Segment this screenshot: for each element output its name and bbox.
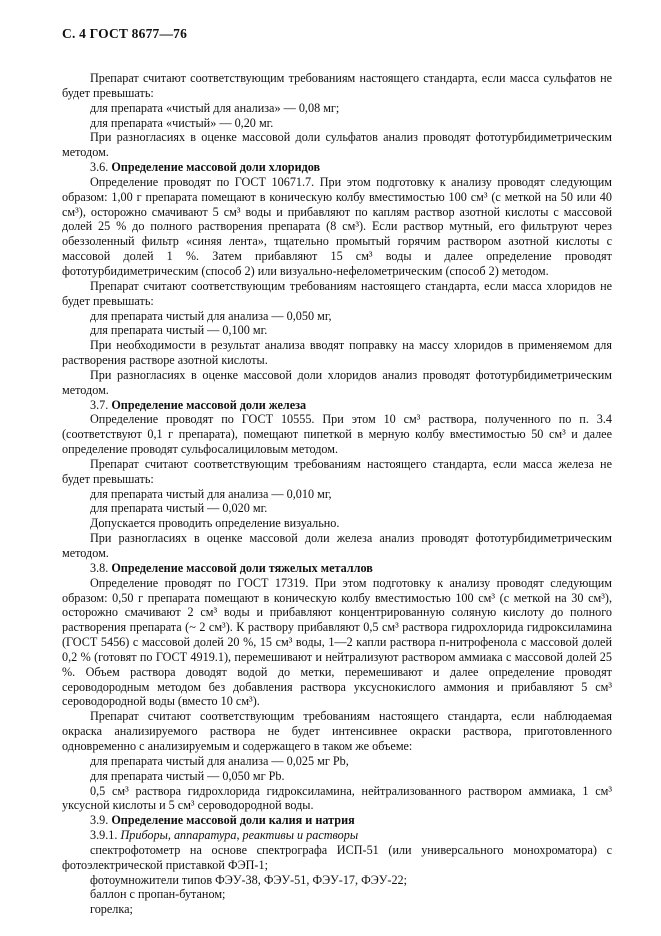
paragraph: Препарат считают соответствующим требованиям настоящего стандарта, если наблюдаемая окраска анализируемого раствора не будет интенсивнее окраски раствора, приготовленного одновременно с анализируемым и содержащего в таком же объеме: (62, 709, 612, 753)
list-line: для препарата «чистый» — 0,20 мг. (90, 115, 274, 130)
subsection-heading (62, 828, 612, 843)
document-body (62, 71, 612, 917)
paragraph: Препарат считают соответствующим требованиям настоящего стандарта, если масса железа не будет превышать: (62, 456, 612, 486)
paragraph: Препарат считают соответствующим требованиям настоящего стандарта, если масса хлоридов не будет превышать: (62, 278, 612, 308)
paragraph: Определение проводят по ГОСТ 10671.7. При этом подготовку к анализу проводят следующим образом: 1,00 г препарата помещают в коническую колбу вместимостью 100 см³ (с меткой на 50 или 40 см³), осторожно смачивают 5 см³ воды и прибавляют по каплям раствор азотной кислоты с массовой долей 25 % до полного растворения препарата (8 см³). Если раствор мутный, его фильтруют через обеззоленный фильтр «синяя лента», тщательно промытый горячим раствором азотной кислоты с массовой долей 1 %. Затем прибавляют 15 см³ воды и далее определение проводят фототурбидиметрическим (способ 2) или визуально-нефелометрическим (способ 2) методом. (62, 174, 612, 278)
paragraph: Препарат считают соответствующим требованиям настоящего стандарта, если масса сульфатов не будет превышать: (62, 71, 612, 100)
list-line: для препарата «чистый для анализа» — 0,08 мг; (90, 100, 340, 115)
section-number: 3.9.1. (90, 828, 121, 843)
list-line: для препарата чистый для анализа — 0,050 мг, (90, 308, 332, 323)
section-title: Определение массовой доли калия и натрия (111, 813, 355, 828)
list-line: для препарата чистый — 0,100 мг. (90, 323, 268, 338)
section-number: 3.9. (90, 813, 112, 828)
section-number: 3.6. (90, 160, 112, 175)
page-header: С. 4 ГОСТ 8677—76 (62, 26, 188, 41)
list-line: для препарата чистый для анализа — 0,010 мг, (90, 486, 332, 501)
section-number: 3.7. (90, 397, 112, 412)
paragraph: спектрофотометр на основе спектрографа ИСП-51 (или универсального монохроматора) с фотоэлектрической приставкой ФЭП-1; (62, 842, 612, 872)
section-title: Приборы, аппаратура, реактивы и растворы (120, 828, 359, 843)
paragraph: 0,5 см³ раствора гидрохлорида гидроксиламина, нейтрализованного раствором аммиака, 1 см³ уксусной кислоты и 5 см³ сероводородной воды. (62, 783, 612, 813)
section-heading (62, 398, 612, 413)
list-line: для препарата чистый для анализа — 0,025 мг Pb, (90, 753, 349, 768)
section-title: Определение массовой доли тяжелых металлов (111, 560, 373, 575)
section-title: Определение массовой доли железа (111, 397, 307, 412)
section-number: 3.8. (90, 560, 112, 575)
list-line: для препарата чистый — 0,020 мг. (90, 501, 268, 516)
list-line: горелка; (90, 902, 133, 917)
paragraph: При разногласиях в оценке массовой доли железа анализ проводят фототурбидиметрическим методом. (62, 531, 612, 560)
section-title: Определение массовой доли хлоридов (111, 160, 321, 175)
paragraph: Определение проводят по ГОСТ 17319. При этом подготовку к анализу проводят следующим образом: 0,50 г препарата помещают в коническую колбу вместимостью 100 см³ (с меткой на 30 см³), осторожно смачивают 2 см³ воды и прибавляют концентрированную соляную кислоту до полного растворения препарата (~ 2 см³). К раствору прибавляют 0,5 см³ раствора гидрохлорида гидроксиламина (ГОСТ 5456) с массовой долей 20 %, 15 см³ воды, 1—2 капли раствора п-нитрофенола с массовой долей 0,2 % (готовят по ГОСТ 4919.1), перемешивают и нейтрализуют раствором аммиака с массовой долей 25 %. Объем раствора доводят водой до метки, перемешивают и далее определение проводят сероводородным методом без добавления раствора уксуснокислого аммония и прибавляют 5 см³ сероводородной воды (вместо 10 см³). (62, 575, 612, 709)
paragraph: При разногласиях в оценке массовой доли сульфатов анализ проводят фототурбидиметрическим методом. (62, 130, 612, 160)
paragraph: При необходимости в результат анализа вводят поправку на массу хлоридов в применяемом для растворения растворе азотной кислоты. (62, 338, 612, 368)
section-heading (62, 160, 612, 175)
section-heading (62, 561, 612, 576)
paragraph: При разногласиях в оценке массовой доли хлоридов анализ проводят фототурбидиметрическим методом. (62, 367, 612, 397)
section-heading (62, 813, 612, 828)
paragraph: Определение проводят по ГОСТ 10555. При этом 10 см³ раствора, полученного по п. 3.4 (соответствуют 0,1 г препарата), помещают пипеткой в мерную колбу вместимостью 50 см³ и далее определение проводят сульфосалициловым методом. (62, 412, 612, 457)
list-line: фотоумножители типов ФЭУ-38, ФЭУ-51, ФЭУ-17, ФЭУ-22; (90, 872, 408, 887)
list-line: Допускается проводить определение визуально. (90, 516, 340, 531)
list-line: баллон с пропан-бутаном; (90, 887, 226, 902)
list-line: для препарата чистый — 0,050 мг Pb. (90, 768, 285, 783)
